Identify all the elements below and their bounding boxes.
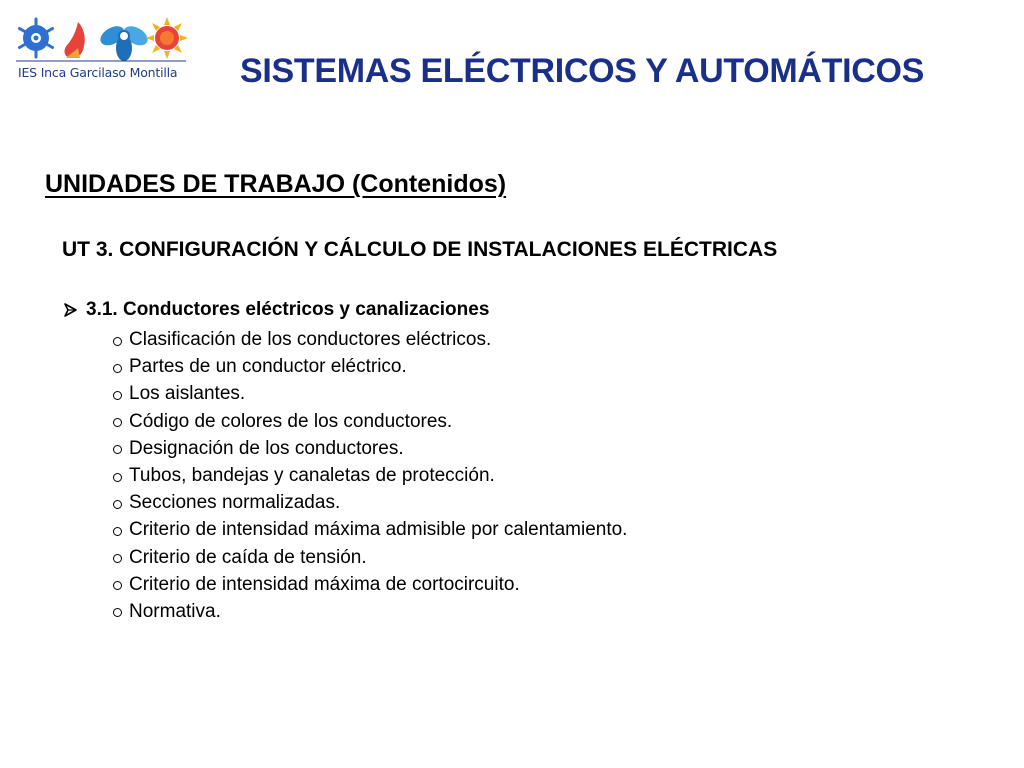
list-item [113, 408, 627, 435]
list-item-text: Secciones normalizadas. [129, 492, 341, 514]
circle-bullet-icon [113, 364, 122, 373]
list-item [113, 489, 627, 516]
list-item-text: Clasificación de los conductores eléctricos. [129, 329, 492, 350]
list-item-text: Criterio de intensidad máxima de cortocircuito. [129, 573, 520, 595]
circle-bullet-icon [113, 527, 122, 536]
page-title: SISTEMAS ELÉCTRICOS Y AUTOMÁTICOS [240, 52, 925, 90]
list-item-text: Código de colores de los conductores. [129, 410, 453, 432]
subsection-heading [62, 299, 489, 321]
sun-icon [146, 17, 188, 59]
list-item [113, 516, 627, 543]
school-logo [14, 14, 190, 86]
list-item-text: Normativa. [129, 600, 221, 622]
list-item [113, 571, 627, 598]
list-item [113, 544, 627, 571]
unit-title: UT 3. CONFIGURACIÓN Y CÁLCULO DE INSTALACIONES ELÉCTRICAS [62, 238, 778, 261]
list-item-text: Criterio de caída de tensión. [129, 546, 367, 568]
list-item [113, 435, 627, 462]
thermometer-icon [65, 22, 85, 58]
list-item-text: Los aislantes. [129, 383, 246, 405]
list-item [113, 380, 627, 407]
fan-icon [97, 22, 151, 61]
section-heading: UNIDADES DE TRABAJO (Contenidos) [45, 170, 507, 198]
circle-bullet-icon [113, 554, 122, 563]
circle-bullet-icon [113, 608, 122, 617]
school-name: IES Inca Garcilaso Montilla [18, 65, 178, 80]
circle-bullet-icon [113, 391, 122, 400]
list-item-text: Designación de los conductores. [129, 437, 404, 459]
list-item-text: Criterio de intensidad máxima admisible por calentamiento. [129, 519, 628, 541]
content-list [113, 326, 627, 625]
list-item [113, 598, 627, 625]
arrow-bullet-icon [62, 301, 80, 319]
snowflake-icon [20, 19, 53, 57]
circle-bullet-icon [113, 337, 122, 346]
circle-bullet-icon [113, 418, 122, 427]
list-item [113, 462, 627, 489]
subsection-label: 3.1. Conductores eléctricos y canalizaciones [86, 299, 490, 320]
circle-bullet-icon [113, 473, 122, 482]
list-item [113, 326, 627, 353]
list-item-text: Partes de un conductor eléctrico. [129, 356, 407, 378]
list-item-text: Tubos, bandejas y canaletas de protección. [129, 464, 495, 486]
circle-bullet-icon [113, 500, 122, 509]
logo-graphic [14, 14, 190, 64]
circle-bullet-icon [113, 445, 122, 454]
list-item [113, 353, 627, 380]
circle-bullet-icon [113, 581, 122, 590]
